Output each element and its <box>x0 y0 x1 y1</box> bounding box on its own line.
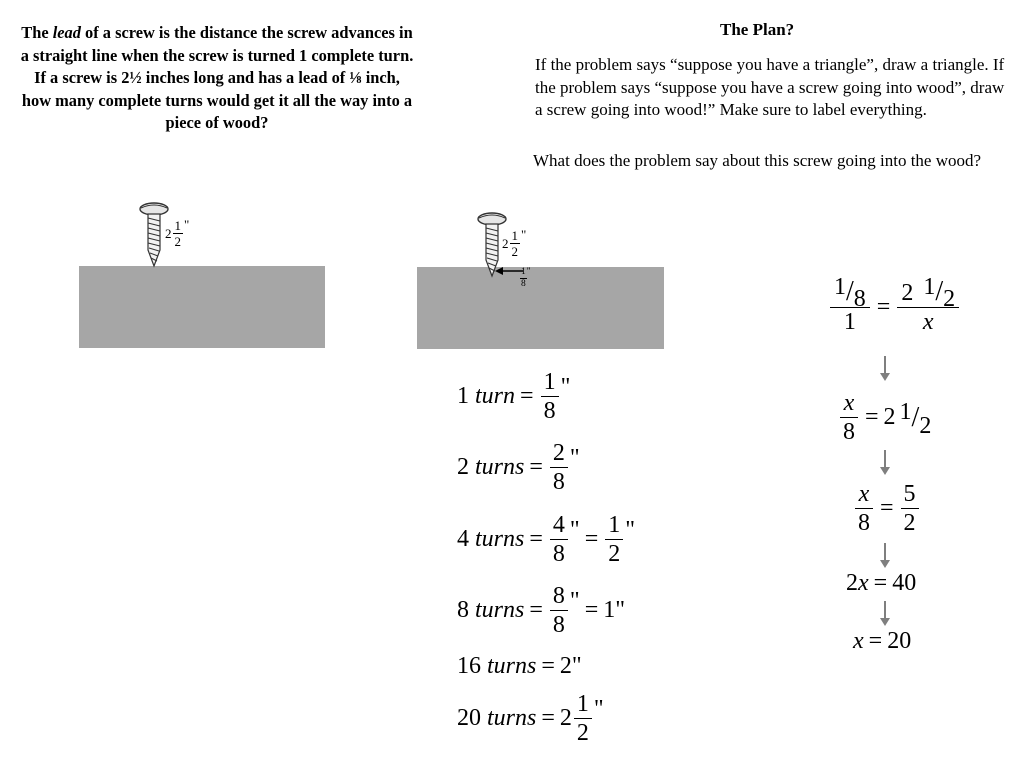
fraction-denominator: x <box>922 309 934 335</box>
fraction-denominator: 2 <box>919 412 932 439</box>
turn-unit: turns <box>475 526 525 552</box>
fraction-numerator: 2 <box>552 440 565 466</box>
equals-sign: = <box>584 526 599 552</box>
turn-unit: turns <box>475 454 525 480</box>
inch-mark: " <box>593 696 604 722</box>
left-fraction <box>840 389 858 446</box>
coefficient: 2 <box>846 570 858 596</box>
inch-mark: " <box>569 445 580 471</box>
fraction-numerator: 1 <box>899 398 912 425</box>
equals-sign: = <box>868 628 883 654</box>
fraction-denominator: 2 <box>943 286 956 312</box>
whole-number: 2 <box>901 280 914 306</box>
screw-length-fraction <box>173 218 184 249</box>
fraction-numerator: 4 <box>552 512 565 538</box>
turn-count: 16 <box>457 653 481 679</box>
lead-label <box>520 267 531 290</box>
turn-count: 8 <box>457 597 469 623</box>
turn-count: 20 <box>457 705 481 731</box>
variable: x <box>853 628 864 654</box>
plan-text: If the problem says “suppose you have a triangle”, draw a triangle. If the problem says “suppose you have a screw going into wood”, draw a screw going into wood!” Make sure to label everything. <box>535 55 1005 119</box>
inch-mark: " <box>569 517 580 543</box>
inch-mark: " <box>521 227 527 242</box>
turns-row-1 <box>457 368 570 425</box>
turns-row-6 <box>457 690 604 747</box>
inch-mark: " <box>526 267 531 277</box>
distance-fraction <box>541 368 559 425</box>
left-fraction <box>855 480 873 537</box>
inch-mark: " <box>184 217 190 232</box>
down-arrow-icon <box>884 601 886 619</box>
fraction-numerator: 1 <box>543 369 556 395</box>
down-arrow-icon <box>884 543 886 561</box>
screw-length-fraction <box>510 228 521 259</box>
fraction-denominator: 8 <box>843 419 855 445</box>
fraction-numerator: 1 <box>521 267 526 277</box>
fraction-denominator: 2 <box>576 720 589 746</box>
equals-sign: = <box>584 597 599 623</box>
whole-number: 2 <box>883 404 896 430</box>
fraction-denominator: 8 <box>552 469 565 495</box>
turn-unit: turn <box>475 383 516 409</box>
problem-text-start: The <box>21 23 53 42</box>
fraction-denominator: 2 <box>903 510 916 536</box>
whole-number: 2 <box>559 705 572 731</box>
screw-length-label <box>502 228 526 259</box>
turns-row-3 <box>457 511 635 568</box>
down-arrow-icon <box>884 450 886 468</box>
result-value: 40 <box>892 570 917 596</box>
turns-row-5 <box>457 653 582 680</box>
wood-board-middle <box>417 267 664 349</box>
wood-board-left <box>79 266 325 348</box>
fraction-denominator: 8 <box>521 279 526 289</box>
equals-sign: = <box>529 526 543 552</box>
fraction-numerator: x <box>858 481 870 507</box>
fraction-numerator: 1 <box>608 512 621 538</box>
left-complex-fraction <box>830 274 870 336</box>
plan-question: What does the problem say about this screw going into the wood? <box>533 151 982 170</box>
screw-length-whole: 2 <box>165 226 172 241</box>
fraction-denominator: 8 <box>552 541 565 567</box>
equals-sign: = <box>541 705 555 731</box>
right-fraction <box>901 480 919 537</box>
fraction-denominator: 2 <box>608 541 621 567</box>
screw-length-whole: 2 <box>502 236 509 251</box>
distance-fraction <box>550 582 568 639</box>
fraction-numerator: 8 <box>552 583 565 609</box>
turn-unit: turns <box>475 597 525 623</box>
inch-mark: " <box>560 374 571 400</box>
turn-unit: turns <box>487 653 537 679</box>
fraction-denominator: 2 <box>511 244 518 259</box>
turn-unit: turns <box>487 705 537 731</box>
equals-sign: = <box>865 404 879 430</box>
variable: x <box>858 570 869 596</box>
solution-step-4 <box>846 570 916 597</box>
fraction-denominator: 2 <box>174 234 181 249</box>
equals-sign: = <box>541 653 555 679</box>
solution-step-1 <box>828 274 961 336</box>
solution-step-2 <box>838 389 931 446</box>
turn-count: 2 <box>457 454 469 480</box>
right-complex-fraction <box>897 274 959 336</box>
distance-fraction <box>574 690 592 747</box>
equals-sign: = <box>529 454 543 480</box>
fraction-denominator: 8 <box>858 510 870 536</box>
fraction-numerator: 1 <box>511 228 518 243</box>
fraction-numerator: 1 <box>834 274 846 300</box>
equals-sign: = <box>876 293 891 320</box>
inch-mark: " <box>625 517 636 543</box>
solution-step-5 <box>853 628 911 655</box>
fraction-denominator: 8 <box>853 286 866 312</box>
fraction-numerator: 1 <box>923 274 936 300</box>
distance-fraction <box>550 511 568 568</box>
slash-fraction: 1/8 <box>834 274 866 312</box>
mixed-number: 2 1/2 <box>901 274 956 312</box>
equals-sign: = <box>873 570 888 596</box>
distance-fraction <box>550 439 568 496</box>
fraction-denominator: 8 <box>552 612 565 638</box>
equals-sign: = <box>880 495 894 521</box>
problem-text-rest: of a screw is the distance the screw advances in a straight line when the screw is turned 1 complete turn. If a screw is 2½ inches long and has a lead of ⅛ inch, how many complete turns would get it all the way into a piece of wood? <box>20 23 414 132</box>
fraction-numerator: 1 <box>576 691 589 717</box>
lead-fraction <box>520 267 527 290</box>
screw-length-label <box>165 218 189 249</box>
equals-sign: = <box>520 383 534 409</box>
problem-statement <box>18 22 416 135</box>
lead-term: lead <box>52 23 81 42</box>
fraction-numerator: x <box>843 390 855 416</box>
inch-mark: " <box>569 588 580 614</box>
slash-fraction: 1/2 <box>899 398 932 439</box>
fraction-denominator: 8 <box>543 398 556 424</box>
final-answer: 20 <box>887 628 912 654</box>
down-arrow-icon <box>884 356 886 374</box>
equals-sign: = <box>529 597 543 623</box>
fraction-numerator: 1 <box>174 218 181 233</box>
turns-row-4 <box>457 582 625 639</box>
turns-row-2 <box>457 439 580 496</box>
fraction-numerator: 5 <box>903 481 916 507</box>
turn-count: 4 <box>457 526 469 552</box>
equivalent-value: 1" <box>603 597 626 623</box>
fraction-denominator: 1 <box>843 309 856 335</box>
simplified-fraction <box>605 511 623 568</box>
plan-title: The Plan? <box>720 20 795 39</box>
distance-value: 2" <box>559 653 582 679</box>
turn-count: 1 <box>457 383 469 409</box>
solution-step-3 <box>853 480 921 537</box>
